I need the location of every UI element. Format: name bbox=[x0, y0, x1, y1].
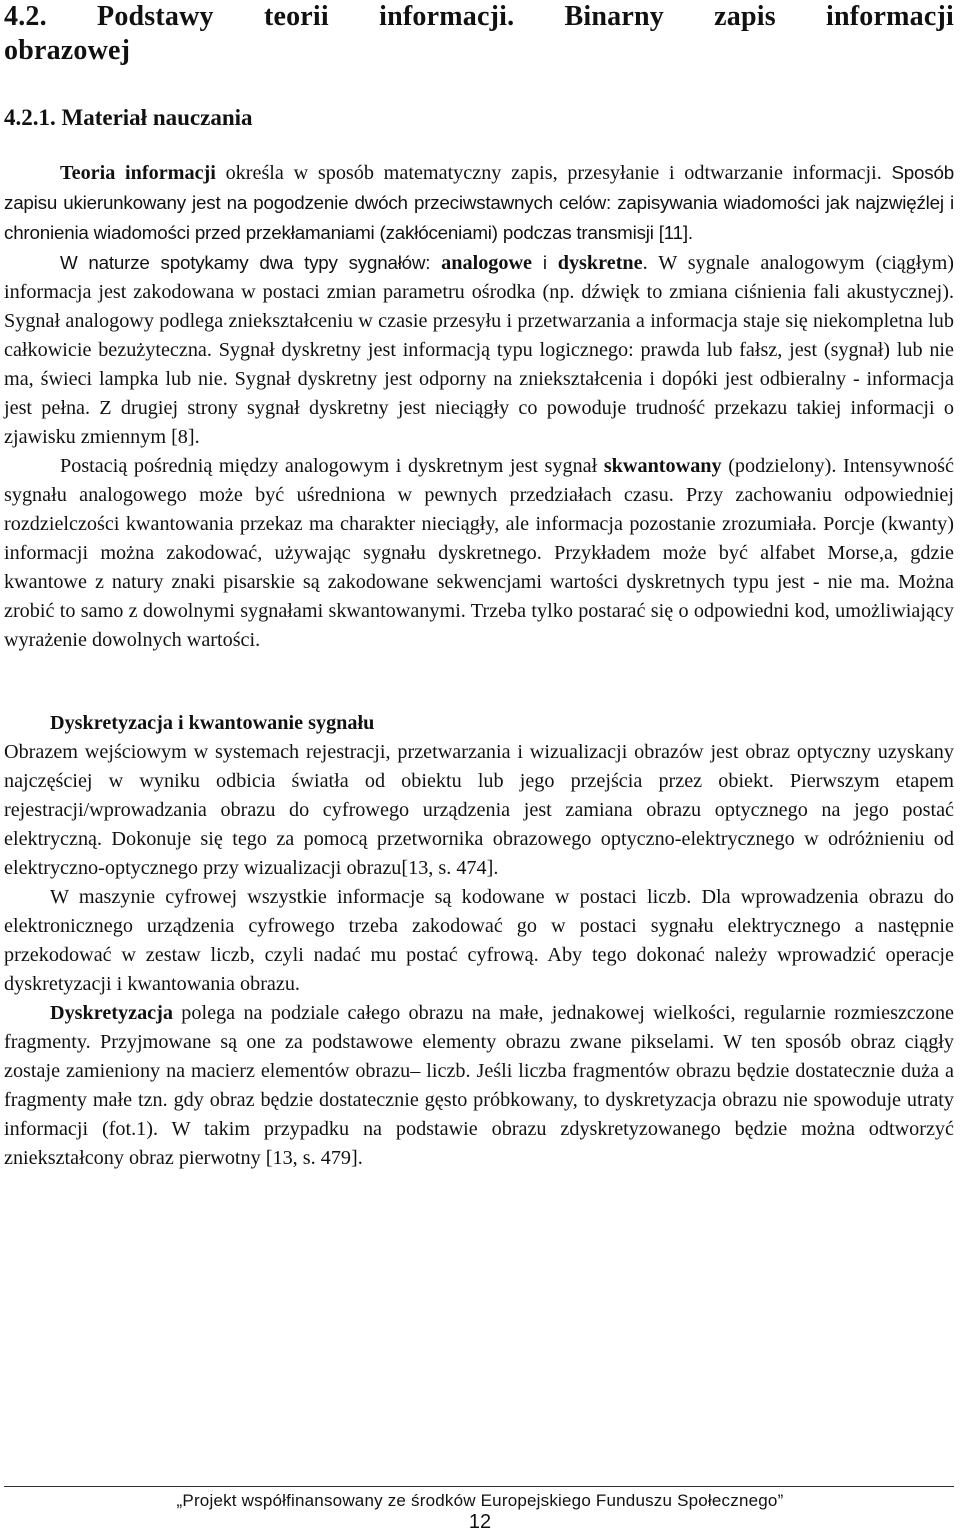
footer-divider bbox=[4, 1486, 954, 1487]
term-quantized: skwantowany bbox=[603, 455, 722, 477]
paragraph-signals-text: . W sygnale analogowym (ciągłym) informacja jest zakodowana w postaci zmian parametru ośrodka (np. dźwięk to zmiana ciśnienia fali akustycznej). Sygnał analogowy podlega zniekształceniu w czasie przesyłu i przetwarzania a informacja staje się niekompletna lub całkowicie bezużyteczna. Sygnał dyskretny jest informacją typu logicznego: prawda lub fałsz, jest (sygnał) lub nie ma, świeci lampka lub nie. Sygnał dyskretny jest odporny na zniekształcenia i dopóki jest odbieralny - informacja jest pełna. Z drugiej strony sygnał dyskretny jest nieciągły co powoduje trudność przekazu takiej informacji o zjawisku zmiennym [8]. bbox=[4, 252, 954, 448]
term-theory-information: Teoria informacji bbox=[60, 162, 216, 184]
paragraph-signals-intro: W naturze spotykamy dwa typy sygnałów: bbox=[60, 252, 442, 273]
heading-discretization: Dyskretyzacja i kwantowanie sygnału bbox=[50, 712, 375, 734]
paragraph-theory bbox=[4, 158, 954, 248]
paragraph-input-image: Obrazem wejściowym w systemach rejestracji, przetwarzania i wizualizacji obrazów jest obraz optyczny uzyskany najczęściej w wyniku odbicia światła od obiektu lub jego przejścia przez obiekt. Pierwszym etapem rejestracji/wprowadzania obrazu do cyfrowego urządzenia jest zamiana obrazu optycznego na jego postać elektryczną. Dokonuje się tego za pomocą przetwornika obrazowego optyczno-elektrycznego w odróżnieniu od elektryczno-optycznego przy wizualizacji obrazu[13, s. 474]. bbox=[4, 741, 954, 879]
term-discrete: dyskretne bbox=[557, 252, 643, 274]
paragraph-signals bbox=[4, 248, 954, 452]
paragraph-theory-text: określa w sposób matematyczny zapis, przesyłanie i odtwarzanie informacji. bbox=[215, 162, 892, 184]
paragraph-quantized-intro: Postacią pośrednią między analogowym i dyskretnym jest sygnał bbox=[60, 455, 604, 477]
paragraph-signals-and: i bbox=[532, 252, 558, 273]
section-spacer bbox=[4, 655, 954, 709]
paragraph-theory-sans-text: Sposób zapisu ukierunkowany jest na pogodzenie dwóch przeciwstawnych celów: zapisywania wiadomości jak najzwięźlej i chronienia wiadomości przed przekłamaniami (zakłóceniami) podczas transmisji [11]. bbox=[4, 162, 954, 243]
document-page bbox=[4, 0, 954, 1173]
page-number: 12 bbox=[468, 1511, 492, 1533]
term-discretization: Dyskretyzacja bbox=[50, 1002, 173, 1024]
paragraph-quantized bbox=[4, 452, 954, 655]
paragraph-quantized-text: (podzielony). Intensywność sygnału analogowego może być uśredniona w pewnych przedziałach czasu. Przy zachowaniu odpowiedniej rozdzielczości kwantowania przekaz ma charakter nieciągły, ale informacja pozostanie zrozumiała. Porcje (kwanty) informacji można zakodować, używając sygnału dyskretnego. Przykładem może być alfabet Morse,a, gdzie kwantowe z natury znaki pisarskie są zakodowane sekwencjami wartości dyskretnych typu jest - nie ma. Można zrobić to samo z dowolnymi sygnałami skwantowanymi. Trzeba tylko postarać się o odpowiedni kod, umożliwiający wyrażenie dowolnych wartości. bbox=[4, 455, 954, 651]
footer-funding-note: „Projekt współfinansowany ze środków Europejskiego Funduszu Społecznego” bbox=[176, 1491, 784, 1510]
paragraph-discretization bbox=[4, 999, 954, 1173]
paragraph-discretization-text: polega na podziale całego obrazu na małe, jednakowej wielkości, regularnie rozmieszczone fragmenty. Przyjmowane są one za podstawowe elementy obrazu zwane pikselami. W ten sposób obraz ciągły zostaje zamieniony na macierz elementów obrazu– liczb. Jeśli liczba fragmentów obrazu będzie dostatecznie duża a fragmenty małe tzn. gdy obraz będzie dostatecznie gęsto próbkowany, to dyskretyzacja obrazu nie spowoduje utraty informacji (fot.1). W takim przypadku na podstawie obrazu zdyskretyzowanego będzie można odtworzyć zniekształcony obraz pierwotny [13, s. 479]. bbox=[4, 1002, 954, 1169]
subsection-title: 4.2.1. Materiał nauczania bbox=[4, 105, 253, 130]
term-analog: analogowe bbox=[441, 252, 533, 274]
section-title: 4.2. Podstawy teorii informacji. Binarny zapis informacji obrazowej bbox=[4, 1, 954, 66]
paragraph-digital-machine: W maszynie cyfrowej wszystkie informacje są kodowane w postaci liczb. Dla wprowadzenia obrazu do elektronicznego urządzenia cyfrowego trzeba zakodować go w postaci sygnału elektrycznego a następnie przekodować w zestaw liczb, czyli nadać mu postać cyfrową. Aby tego dokonać należy wprowadzić operacje dyskretyzacji i kwantowania obrazu. bbox=[4, 886, 954, 995]
